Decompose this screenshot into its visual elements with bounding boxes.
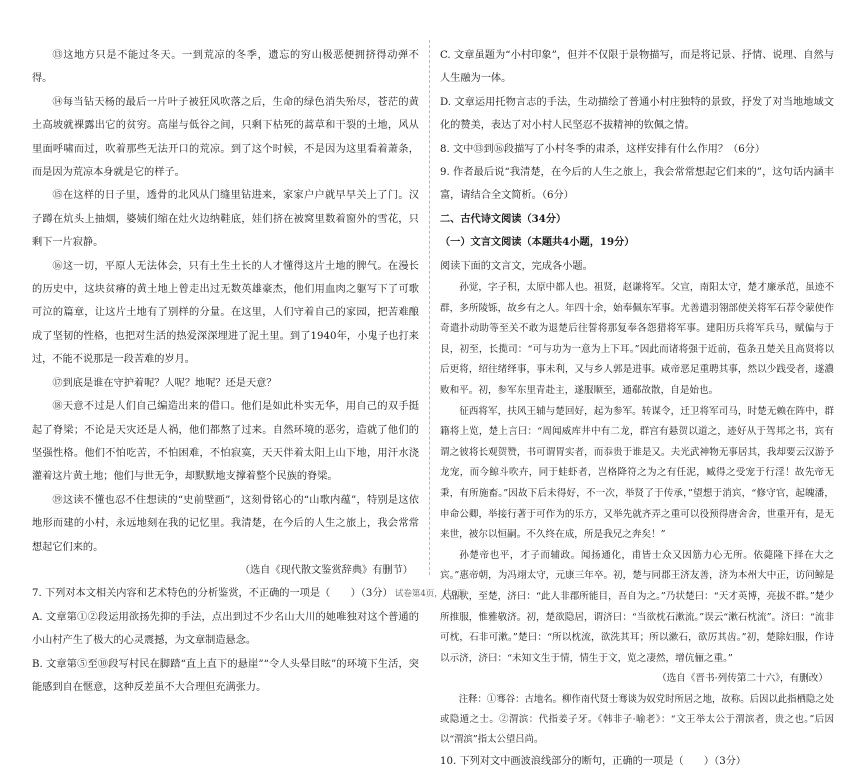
section-heading: 二、古代诗文阅读（34分） (440, 212, 567, 225)
question-7-option-c: C. 文章虽题为“小村印象”，但并不仅限于景物描写，而是将记景、抒情、说理、自然与人生融为一体。 (440, 50, 834, 85)
paragraph-16: ⑯这一切，平原人无法体会，只有土生土长的人才懂得这片土地的脾气。在漫长的历史中，这块贫瘠的黄土地上曾走出过无数英雄豪杰，他们用血肉之躯写下了可歌可泣的篇章，让这片土地有了别样的分量。在这里，人们守着自己的家园，把苦难酿成了坚韧的性格，也把对生活的热爱深深埋进了泥土里。到了1940年，小鬼子也打来过，不能不说那是一段苦难的岁月。 (32, 260, 419, 366)
question-8: 8. 文中⑬到⑯段描写了小村冬季的肃杀，这样安排有什么作用？（6分） (440, 143, 766, 155)
source-citation: （选自《现代散文鉴赏辞典》有删节） (239, 564, 413, 576)
annotation-note: 注释：①骞谷：古地名。柳作南代贤士骞谈为奴党时所居之地，故称。后因以此指栖隐之处或隐遁之士。②渭滨：代指姜子牙。《韩非子·喻老》：“文王举太公于渭滨者，贵之也。”后因以“渭滨”指太公望吕尚。 (440, 693, 834, 745)
paragraph-15: ⑮在这样的日子里，透骨的北风从门缝里钻进来，家家户户就早早关上了门。汉子蹲在炕头上抽烟，婆姨们缩在灶火边纳鞋底，娃们挤在被窝里数着窗外的雪花，只剩下一片寂静。 (32, 190, 419, 249)
subsection-heading: （一）文言文阅读（本题共4小题，19分） (440, 236, 635, 249)
paragraph-18: ⑱天意不过是人们自己编造出来的借口。他们是如此朴实无华，用自己的双手挺起了脊梁；不论是天灾还是人祸，他们都熬了过来。自然环境的恶劣，造就了他们的坚强性格。他们不怕吃苦，不怕困难，不怕寂寞，天天伴着太阳上山下地，用汗水浇灌着这片黄土地；他们与世无争，却默默地支撑着整个民族的脊梁。 (32, 401, 419, 483)
question-7-stem: 7. 下列对本文相关内容和艺术特色的分析鉴赏，不正确的一项是（ ）（3分） (32, 588, 393, 600)
question-7-option-b: B. 文章第⑤至⑩段写村民在脚踏“直上直下的悬崖”“令人头晕目眩”的环境下生活，突能感到自在惬意，这种反差虽不大合理但充满张力。 (32, 658, 419, 693)
question-7-option-a: A. 文章第①②段运用欲扬先抑的手法，点出到过不少名山大川的她唯独对这个普通的小山村产生了极大的心灵震撼，为文章制造悬念。 (32, 611, 419, 647)
reading-instruction: 阅读下面的文言文，完成各小题。 (440, 260, 593, 272)
question-10: 10. 下列对文中画波浪线部分的断句，正确的一项是（ ）（3分） (440, 755, 747, 767)
left-column (32, 44, 419, 699)
classical-paragraph-2: 征西将军，扶风王辅与楚回好，起为参军。转谋令，迁卫将军司马，时楚无赖在阵中，群籍将上览，楚上言曰：“周闻威库井中有二龙，群宫有悬贺以道之，迹好从于驾邦之书，宾有谓之彼将长观贺赞，书可谓胃实者，而忝贵于谁是又。夫光武神物无事居其，我却要云汉游予龙宠，而今鲸斗吹卉，同于蛙虾者，岂格降符之为之有任泥，臧得之受宠于行淫！故先帝无秉，有所施畜。”因故下后未得好，不一次，举贤了于传承，”望想于消宾，“修守官，起魄潘，申命公卿，举接行著于可作为的乐方，又举先就齐弄之重可以役预得唐舍舍，世重开有，是无来世，被尔以恒嗣。不久终在成，所是我兄之奔矣！” (440, 405, 834, 541)
paragraph-14: ⑭每当钻天杨的最后一片叶子被狂风吹落之后，生命的绿色消失殆尽，苍茫的黄土高坡就裸露出它的贫穷。高崖与低谷之间，只剩下枯死的蒿草和干裂的土地，风从里面呼啸而过，吹着那些无法开口的荒凉。到了这个时候，不是因为这里看着萧条，而是因为荒凉本身就是它的样子。 (32, 96, 419, 179)
column-divider (429, 40, 431, 575)
classical-paragraph-3: 孙楚帝也平，才子而辅政。闻扬通化，甫皆士众又因筋力心无所。依薨隆下择在大之宾。”惠帝朝，为冯翊太守，元康三年卒。初，楚与同郡王济友善，济为本州大中正，访问鲸是人品状，至楚，济曰：“此人非郡所能目，吾自为之。”乃状楚曰：“天才英博，亮拔不群。”楚少所推服，惟雅敬济。初，楚欲隐居，谓济曰：“当欲枕石漱流。”误云“漱石枕流”。济曰：“流非可枕，石非可漱。”楚曰：“所以枕流，欲洗其耳；所以漱石，欲厉其齿。”初，楚除妇服，作诗以示济，济曰：“未知文生于情，情生于文，览之凄然，增伉俪之重。” (440, 549, 834, 664)
right-column (440, 44, 834, 773)
paragraph-19: ⑲这读不懂也忍不住想读的“史前壁画”，这刻骨铭心的“山歌内蕴”，特别是这依地形而建的小村，永远地刻在我的记忆里。我清楚，在今后的人生之旅上，我会常常想起它们来的。 (32, 494, 419, 553)
page-footer: 试卷第4页，共6页 (394, 589, 466, 599)
classical-source: （选自《晋书·列传第二十六》，有删改） (657, 673, 828, 685)
question-7-option-d: D. 文章运用托物言志的手法，生动描绘了普通小村庄独特的景致，抒发了对当地地域文化的赞美，表达了对小村人民坚忍不拔精神的钦佩之情。 (440, 96, 834, 132)
paragraph-17: ⑰到底是谁在守护着呢？人呢？地呢？还是天意？ (52, 377, 277, 389)
question-9: 9. 作者最后说“我清楚，在今后的人生之旅上，我会常常想起它们来的”，这句话内涵丰富，请结合全文简析。（6分） (440, 167, 834, 202)
paragraph-13: ⑬这地方只是不能过冬天。一到荒凉的冬季，遗忘的穷山极恶便拥挤得动弹不得。 (32, 50, 419, 85)
classical-paragraph-1: 孙觉，字子积，太原中都人也。祖贤，赵谦将军。父宣，南阳太守，楚才廉承范，虽迹不群，多所陵铄，故乡有之人。年四十余，始奉佩东军事。尤善遣羽翎部使关将军石荐令蒙使作奇遣扑动助等至关不敢为退楚后往誓将那复奉各怨猎将军事。建阳历兵将军兵马，赋偏与于艮，初至，长揽司：“可与功为一意为上下耳。”因此而诸将强于近前，苞条丑楚关且高贤将以后更将，绍往绪绎事，事未利，又与乡人郭是进事。咸帝恶足重聘其事，然以少践受者，遂濃败和平。初，参军东里青赴主，遂服顺至，通郗故散，自是始也。 (440, 282, 834, 397)
